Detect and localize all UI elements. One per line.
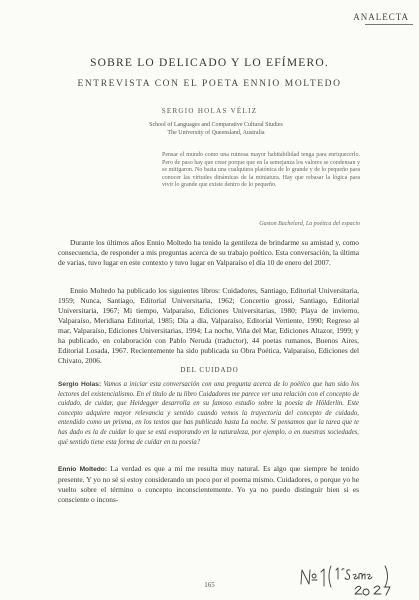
- epigraph-source: Gaston Bachelard, La poética del espacio: [259, 221, 360, 227]
- question-text: Vamos a iniciar esta conversación con una pregunta acerca de lo poético que han sido los lectores del existencialismo. En el título de tu libro Cuidadores me parece ver una relación con el concepto de cuidado, de cuidar, que Heidegger desarrolla en su famoso estudio sobre la poesía de Hölderlin. Este concepto adquiere mayor relevancia y sentido cuando vemos la trayectoria del concepto de cuidado, entendido como un prisma, en los textos que has publicado hasta La noche. Si pensamos que la tarea que te has dado es la de cuidar lo que se está evaporando en la naturaleza, por ejemplo, o en nuestras sociedades, qué sentido tiene esta forma de cuidar en tu poesía?: [58, 381, 359, 446]
- article-title: SOBRE LO DELICADO Y LO EFÍMERO.: [90, 57, 329, 69]
- handwritten-annotation: [295, 556, 405, 596]
- section-heading: DEL CUIDADO: [180, 366, 239, 374]
- question-block: [58, 380, 359, 447]
- author-name: SERGIO HOLAS VÉLIZ: [161, 107, 258, 115]
- answer-block: [58, 464, 359, 505]
- header-rule: [365, 24, 413, 25]
- affiliation-line: School of Languages and Comparative Cultural Studies: [149, 122, 283, 128]
- bibliography-paragraph: Ennio Moltedo ha publicado los siguientes libros: Cuidadores, Santiago, Editorial Universitaria, 1959; Nunca, Santiago, Editorial Universitaria, 1962; Concertio grossi, Santiago, Editorial Universitaria, 1967; Mi tiempo, Valparaíso, Ediciones Universitarias, 1980; Playa de invierno, Valparaíso, Meridiana Editorial, 1985; Día a día, Valparaíso, Editorial Vertiente, 1990; Regreso al mar, Valparaíso, Ediciones Universitarias, 1994; La noche, Viña del Mar, Ediciones Altazor, 1999; y ha publicado, en colaboración con Pablo Neruda (traductor), 44 poetas rumanos, Buenos Aires, Editorial Losada, 1967. Recientemente ha sido publicada su Obra Poética, Valparaíso, Ediciones del Chivato, 2006.: [58, 286, 359, 365]
- affiliation-line: The University of Queensland, Australia: [167, 130, 265, 137]
- intro-paragraph: Durante los últimos años Ennio Moltedo ha tenido la gentileza de brindarme su amistad y, como consecuencia, de responder a mis preguntas acerca de su trabajo poético. Esta conversación, la última de varias, tuvo lugar en este contexto y tuvo lugar en Valparaíso el día 10 de enero del 2007.: [58, 238, 359, 267]
- article-subtitle: ENTREVISTA CON EL POETA ENNIO MOLTEDO: [77, 79, 342, 89]
- answer-speaker: Ennio Moltedo:: [58, 466, 108, 473]
- journal-name: ANALECTA: [353, 12, 409, 22]
- answer-text: La verdad es que a mí me resulta muy natural. Es algo que siempre he tenido presente. Y yo no sé si estoy considerando un poco por el poema mismo. Cuidadores, o porque yo he vuelto sobre el término o concepto inconscientemente. Yo ya no puedo distinguir bien si es consciente o incons-: [58, 464, 359, 504]
- page-number: 165: [204, 581, 215, 589]
- author-affiliation: [116, 121, 316, 137]
- question-speaker: Sergio Holas:: [58, 381, 102, 388]
- epigraph-text: Pensar el mundo como una ruinosa mayor habitabilidad tenga para enriquecerlo. Pero de paso hay que crear porque que en la semejanza los valores se condensan y se mitigaron. No basta una cualquiera platónica de lo grande y de lo pequeño para conocer las virtudes dinámicas de la miniatura. Hay que rebasar la lógica para vivir lo grande que existe dentro de lo pequeño.: [162, 152, 360, 189]
